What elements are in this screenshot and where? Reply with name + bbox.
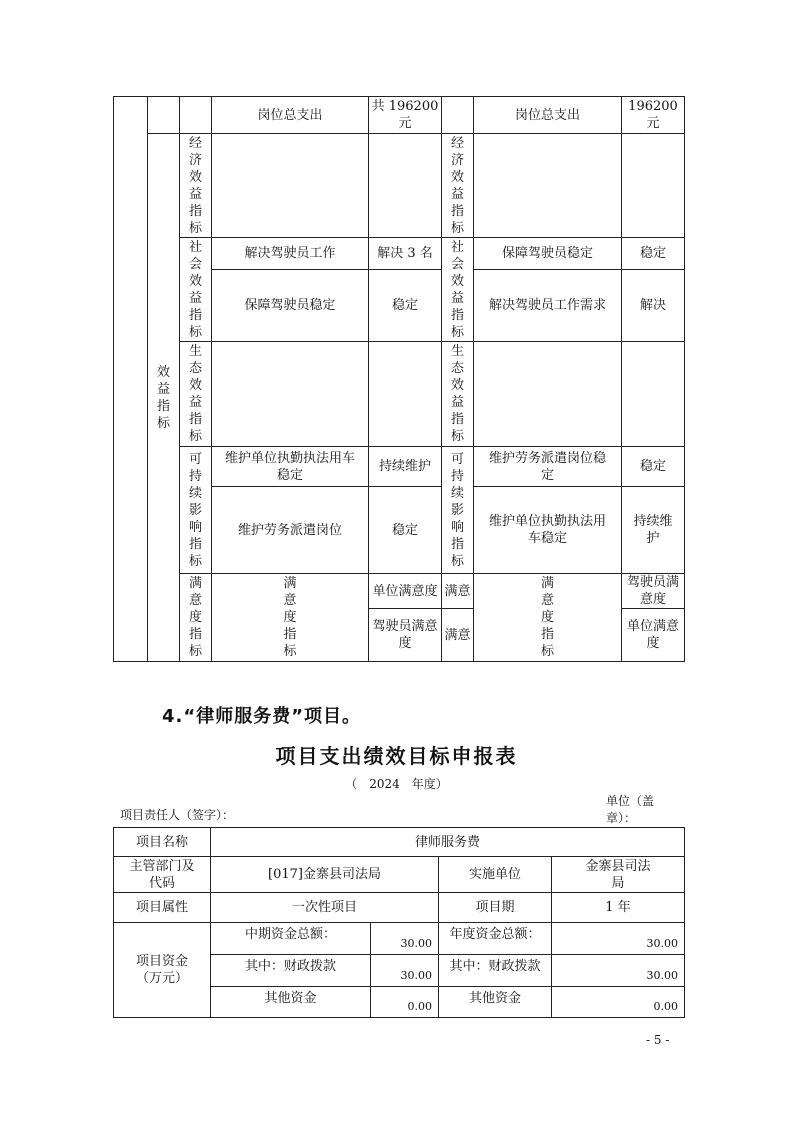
indicator-value: 稳定 <box>622 238 685 270</box>
table-row <box>114 857 685 893</box>
indicator-item: 驾驶员满意度 <box>369 609 442 662</box>
project-period-value: 1 年 <box>552 893 685 923</box>
indicator-item: 解决驾驶员工作 <box>212 238 369 270</box>
table-row <box>114 97 685 134</box>
benefit-indicator-label: 效 益 指 标 <box>148 134 180 662</box>
impl-unit-label: 实施单位 <box>439 857 552 893</box>
indicator-item: 维护单位执勤执法用车 稳定 <box>212 447 369 487</box>
ecology-label: 生 态 效 益 指 标 <box>180 342 212 447</box>
project-name-value: 律师服务费 <box>211 828 685 857</box>
indicator-table <box>113 96 685 662</box>
indicator-item: 维护劳务派遣岗位稳 定 <box>474 447 622 487</box>
blank-cell <box>622 342 685 447</box>
unit-seal-label: 单位（盖 章）： <box>606 794 655 825</box>
social-label: 社 会 效 益 指 标 <box>180 238 212 342</box>
page-number: - 5 - <box>646 1033 670 1047</box>
indicator-value: 稳定 <box>369 487 442 574</box>
table-row <box>114 574 685 609</box>
economic-label: 经 济 效 益 指 标 <box>180 134 212 238</box>
blank-cell <box>212 134 369 238</box>
year-other-value: 0.00 <box>552 987 685 1018</box>
ecology-label: 生 态 效 益 指 标 <box>442 342 474 447</box>
indicator-value: 解决 <box>622 270 685 342</box>
form-title: 项目支出绩效目标申报表 <box>275 744 518 768</box>
indicator-value: 稳定 <box>622 447 685 487</box>
indicator-item: 岗位总支出 <box>212 97 369 134</box>
indicator-item: 单位满意度 <box>622 609 685 662</box>
year-fiscal-value: 30.00 <box>552 955 685 987</box>
mid-fiscal-label: 其中：财政拨款 <box>211 955 371 987</box>
indicator-item: 维护劳务派遣岗位 <box>212 487 369 574</box>
mid-total-label: 中期资金总额： <box>211 923 371 955</box>
year-total-value: 30.00 <box>552 923 685 955</box>
indicator-item: 单位满意度 <box>369 574 442 609</box>
blank-cell <box>622 134 685 238</box>
declaration-form <box>113 827 685 1018</box>
blank-cell <box>212 342 369 447</box>
outer-blank-cell <box>114 97 148 662</box>
year-line: （ 2024 年度） <box>345 777 448 791</box>
blank-cell <box>148 97 180 134</box>
indicator-item: 保障驾驶员稳定 <box>474 238 622 270</box>
mid-other-value: 0.00 <box>371 987 439 1018</box>
fund-label: 项目资金 （万元） <box>114 923 211 1018</box>
mid-other-label: 其他资金 <box>211 987 371 1018</box>
dept-value: [017]金寨县司法局 <box>211 857 439 893</box>
indicator-item: 驾驶员满意度 <box>622 574 685 609</box>
sustain-label: 可 持 续 影 响 指 标 <box>180 447 212 574</box>
indicator-value: 满意 <box>442 574 474 609</box>
project-period-label: 项目期 <box>439 893 552 923</box>
impl-unit-value: 金寨县司法 局 <box>552 857 685 893</box>
satisfaction-label: 满 意 度 指 标 <box>212 574 369 662</box>
satisfaction-label: 满 意 度 指 标 <box>474 574 622 662</box>
year-other-label: 其他资金 <box>439 987 552 1018</box>
table-row <box>114 134 685 238</box>
blank-cell <box>369 134 442 238</box>
sustain-label: 可 持 续 影 响 指 标 <box>442 447 474 574</box>
table-row <box>114 342 685 447</box>
table-row <box>114 828 685 857</box>
indicator-item: 保障驾驶员稳定 <box>212 270 369 342</box>
table-row <box>114 923 685 955</box>
indicator-value: 持续维 护 <box>622 487 685 574</box>
project-attr-label: 项目属性 <box>114 893 211 923</box>
indicator-item: 解决驾驶员工作需求 <box>474 270 622 342</box>
table-row <box>114 238 685 270</box>
indicator-value: 共 196200 元 <box>369 97 442 134</box>
year-fiscal-label: 其中：财政拨款 <box>439 955 552 987</box>
satisfaction-indicator-label: 满 意 度 指 标 <box>180 574 212 662</box>
blank-cell <box>442 97 474 134</box>
mid-fiscal-value: 30.00 <box>371 955 439 987</box>
blank-cell <box>474 342 622 447</box>
blank-cell <box>369 342 442 447</box>
responsible-label: 项目责任人（签字）： <box>120 808 235 822</box>
indicator-value: 196200 元 <box>622 97 685 134</box>
indicator-item: 维护单位执勤执法用 车稳定 <box>474 487 622 574</box>
indicator-value: 稳定 <box>369 270 442 342</box>
project-name-label: 项目名称 <box>114 828 211 857</box>
project-attr-value: 一次性项目 <box>211 893 439 923</box>
table-row <box>114 447 685 487</box>
economic-label: 经 济 效 益 指 标 <box>442 134 474 238</box>
mid-total-value: 30.00 <box>371 923 439 955</box>
blank-cell <box>474 134 622 238</box>
indicator-value: 持续维护 <box>369 447 442 487</box>
table-row <box>114 893 685 923</box>
year-total-label: 年度资金总额： <box>439 923 552 955</box>
indicator-item: 岗位总支出 <box>474 97 622 134</box>
dept-label: 主管部门及 代码 <box>114 857 211 893</box>
section-heading: 4.“律师服务费”项目。 <box>162 706 362 727</box>
indicator-value: 解决 3 名 <box>369 238 442 270</box>
social-label: 社 会 效 益 指 标 <box>442 238 474 342</box>
indicator-value: 满意 <box>442 609 474 662</box>
blank-cell <box>180 97 212 134</box>
